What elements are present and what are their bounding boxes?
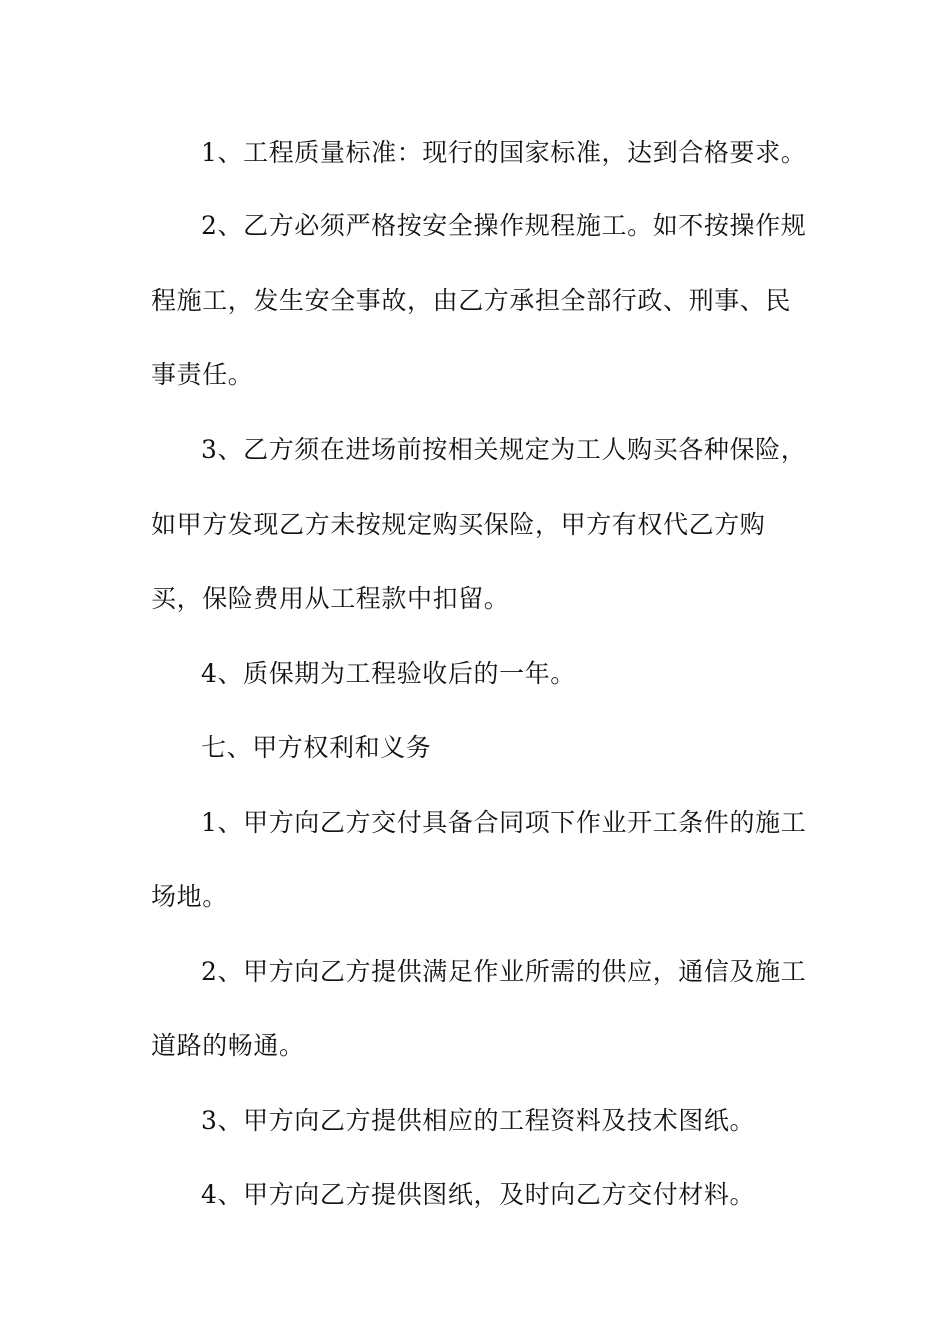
clause-supply-line-1: 2、甲方向乙方提供满足作业所需的供应，通信及施工 — [201, 957, 807, 986]
section-heading-party-a-rights: 七、甲方权利和义务 — [201, 733, 432, 762]
clause-safety-line-1: 2、乙方必须严格按安全操作规程施工。如不按操作规 — [201, 211, 807, 240]
clause-site-line-1: 1、甲方向乙方交付具备合同项下作业开工条件的施工 — [201, 808, 807, 837]
clause-insurance-line-3: 买，保险费用从工程款中扣留。 — [151, 584, 510, 613]
clause-quality-standard: 1、工程质量标准：现行的国家标准，达到合格要求。 — [201, 138, 807, 167]
clause-insurance-line-2: 如甲方发现乙方未按规定购买保险，甲方有权代乙方购 — [151, 510, 766, 539]
clause-warranty: 4、质保期为工程验收后的一年。 — [201, 659, 576, 688]
clause-site-line-2: 场地。 — [151, 882, 228, 911]
clause-insurance-line-1: 3、乙方须在进场前按相关规定为工人购买各种保险， — [201, 435, 807, 464]
clause-materials: 4、甲方向乙方提供图纸，及时向乙方交付材料。 — [201, 1180, 756, 1209]
clause-technical-drawings: 3、甲方向乙方提供相应的工程资料及技术图纸。 — [201, 1106, 756, 1135]
clause-supply-line-2: 道路的畅通。 — [151, 1031, 305, 1060]
clause-safety-line-2: 程施工，发生安全事故，由乙方承担全部行政、刑事、民 — [151, 286, 792, 315]
clause-safety-line-3: 事责任。 — [151, 360, 254, 389]
